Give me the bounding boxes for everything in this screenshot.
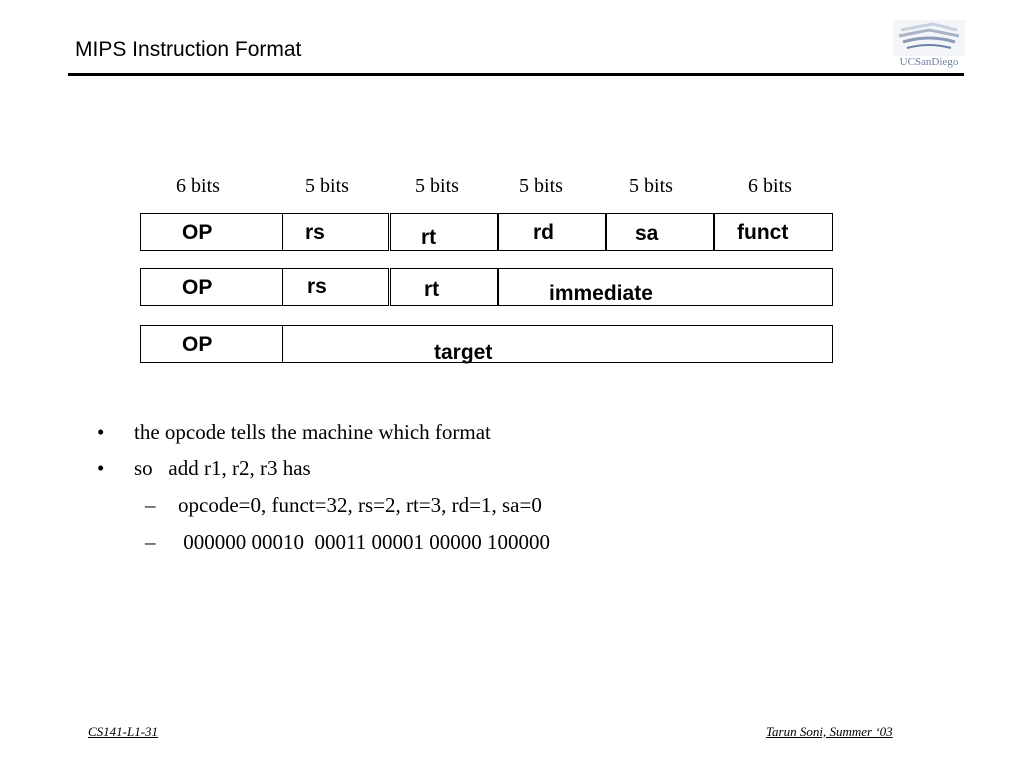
field-op (140, 325, 283, 363)
field-op (140, 268, 283, 306)
title-divider (68, 73, 964, 76)
bit-label-rd: 5 bits (519, 175, 563, 197)
field-rt (390, 213, 498, 251)
field-immediate (498, 268, 833, 306)
bit-label-rt: 5 bits (415, 175, 459, 197)
footer-right: Tarun Soni, Summer ‘03 (766, 724, 893, 739)
field-sa (606, 213, 714, 251)
sub-bullet-text: 000000 00010 00011 00001 00000 100000 (178, 530, 550, 554)
bullet-marker: • (97, 420, 105, 444)
bit-label-funct: 6 bits (748, 175, 792, 197)
bullet-text: so add r1, r2, r3 has (134, 456, 311, 480)
bit-label-op: 6 bits (176, 175, 220, 197)
bit-label-sa: 5 bits (629, 175, 673, 197)
r-format-row (140, 213, 833, 251)
i-format-row (140, 268, 833, 306)
field-label: sa (635, 222, 659, 245)
slide-title: MIPS Instruction Format (75, 38, 302, 61)
field-label: funct (737, 221, 789, 244)
field-label: OP (182, 221, 213, 244)
field-label: OP (182, 276, 213, 299)
field-rt (390, 268, 498, 306)
bullet-text: the opcode tells the machine which format (134, 420, 491, 444)
field-label: rs (307, 275, 327, 298)
field-target (282, 325, 833, 363)
bit-label-rs: 5 bits (305, 175, 349, 197)
field-label: rt (424, 278, 440, 301)
field-rs (282, 268, 389, 306)
logo-text: UCSanDiego (899, 56, 959, 68)
sub-bullet-marker: – (145, 530, 156, 554)
ucsd-logo (893, 20, 965, 72)
field-label: rd (533, 221, 554, 244)
field-rd (498, 213, 606, 251)
field-op (140, 213, 283, 251)
sub-bullet-marker: – (145, 493, 156, 517)
footer-left: CS141-L1-31 (88, 724, 159, 739)
ucsd-emblem-icon (893, 20, 965, 56)
field-rs (282, 213, 389, 251)
field-label: OP (182, 333, 213, 356)
field-label: rs (305, 221, 325, 244)
field-funct (714, 213, 833, 251)
j-format-row (140, 325, 833, 363)
sub-bullet-text: opcode=0, funct=32, rs=2, rt=3, rd=1, sa=0 (178, 493, 542, 517)
bullet-marker: • (97, 456, 105, 480)
field-label: target (434, 341, 493, 364)
field-label: rt (421, 226, 437, 249)
field-label: immediate (549, 282, 653, 305)
